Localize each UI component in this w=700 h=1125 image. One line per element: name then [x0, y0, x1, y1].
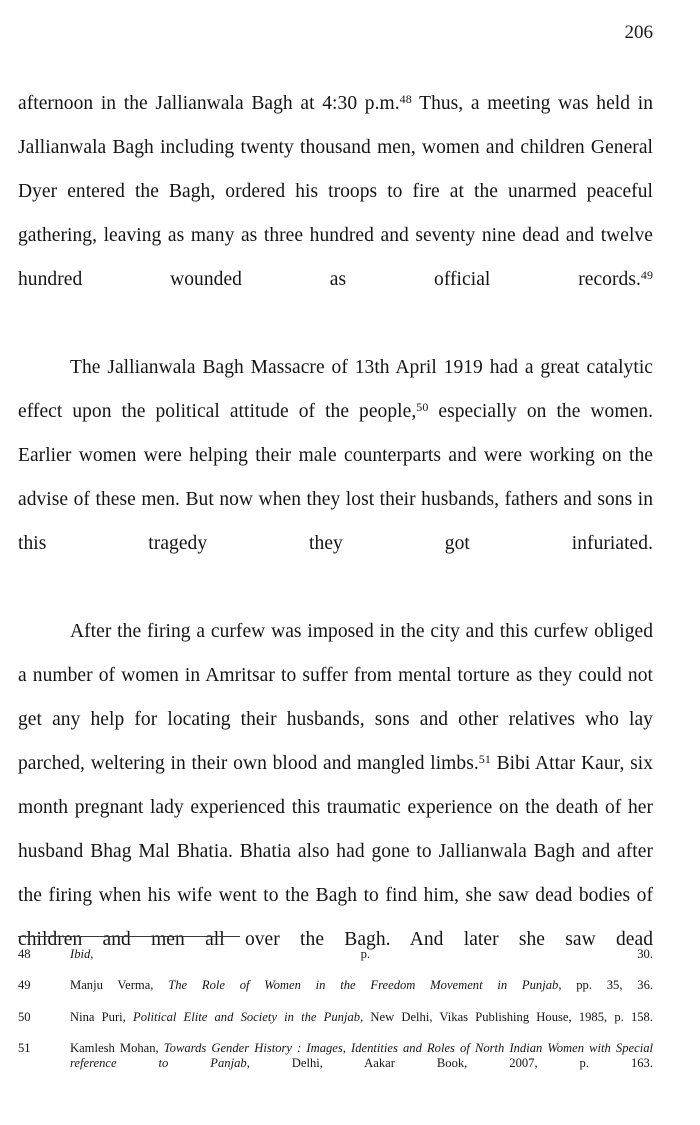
footnote-text: Kamlesh Mohan, Towards Gender History : Images, Identities and Roles of North Indian Women with Special reference to Panjab, Delhi, Aakar Book, 2007, p. 163. [70, 1040, 653, 1071]
footnote-reference-51: 51 [478, 752, 491, 766]
page-number: 206 [624, 22, 653, 43]
footnote-item-50 [18, 1010, 653, 1041]
footnote-list [18, 947, 653, 1087]
footnote-number: 50 [18, 1009, 31, 1024]
footnote-separator-rule [18, 936, 240, 937]
paragraph-3: After the firing a curfew was imposed in the city and this curfew obliged a number of women in Amritsar to suffer from mental torture as they could not get any help for locating their husbands, sons and other relatives who lay parched, weltering in their own blood and mangled limbs.$^{51}$ Bibi Attar Kaur, six month pregnant lady experienced this traumatic experience on the death of her husband Bhag Mal Bhatia. Bhatia also had gone to Jallianwala Bagh and after the firing when his wife went to the Bagh to find him, she saw dead bodies of children and men all over the Bagh. And later she saw dead [18, 621, 653, 950]
footnote-number: 48 [18, 947, 31, 961]
footnote-number: 51 [18, 1040, 31, 1055]
footnote-text: Ibid, p. 30. [70, 947, 653, 961]
footnote-text: Manju Verma, The Role of Women in the Freedom Movement in Punjab, pp. 35, 36. [70, 978, 654, 993]
citation-title: Political Elite and Society in the Punjab [133, 1009, 361, 1024]
footnote-item-51 [18, 1041, 653, 1087]
footnote-item-49 [18, 978, 653, 1009]
citation-title: The Role of Women in the Freedom Movement in Punjab [168, 978, 559, 993]
paragraph-2: The Jallianwala Bagh Massacre of 13th April 1919 had a great catalytic effect upon the political attitude of the people,$^{50}$ especially on the women. Earlier women were helping their male counterparts and were working on the advise of these men. But now when they lost their husbands, fathers and sons in this tragedy they got infuriated. [18, 357, 653, 554]
footnote-reference-48: 48 [399, 92, 412, 106]
paragraph-1: afternoon in the Jallianwala Bagh at 4:30 p.m.$^{48}$ Thus, a meeting was held in Jallianwala Bagh including twenty thousand men, women and children General Dyer entered the Bagh, ordered his troops to fire at the unarmed peaceful gathering, leaving as many as three hundred and seventy nine dead and twelve hundred wounded as official records.$^{49}$ [18, 92, 653, 290]
footnotes-section [18, 936, 653, 1088]
footnote-item-48 [18, 947, 653, 978]
footnote-text: Nina Puri, Political Elite and Society in the Punjab, New Delhi, Vikas Publishing House, 1985, p. 158. [70, 1009, 654, 1024]
citation-title: Ibid [70, 947, 91, 961]
footnote-number: 49 [18, 978, 31, 993]
citation-title: Towards Gender History : Images, Identities and Roles of North Indian Women with Special reference to Panjab [70, 1040, 653, 1071]
footnote-reference-50: 50 [416, 400, 429, 414]
body-text [18, 82, 653, 1006]
footnote-reference-49: 49 [640, 268, 653, 282]
